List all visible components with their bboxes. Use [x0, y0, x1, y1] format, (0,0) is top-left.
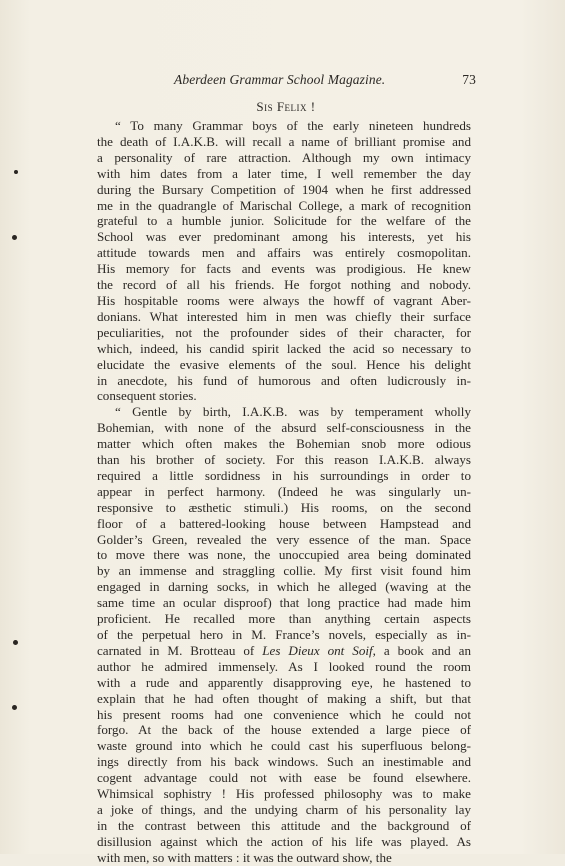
text-line: with him dates from a later time, I well remember the day — [97, 165, 471, 181]
text-line: me in the quadrangle of Marischal College, a mark of recognition — [97, 197, 471, 213]
text-line: during the Bursary Competition of 1904 when he first addressed — [97, 181, 471, 197]
text-line: than his brother of society. For this reason I.A.K.B. always — [97, 452, 471, 468]
text-line: his present rooms had one convenience which he could not — [97, 706, 471, 722]
text-line: in anecdote, his fund of humorous and often ludicrously in- — [97, 372, 471, 388]
text-line: required a little sordidness in his surroundings in order to — [97, 467, 471, 483]
text-line: the death of I.A.K.B. will recall a name of brilliant promise and — [97, 133, 471, 149]
text-line: in the contrast between this attitude and the background of — [97, 817, 471, 833]
running-header — [96, 72, 476, 90]
text-line: Bohemian, with none of the absurd self-consciousness in the — [97, 420, 471, 436]
text-line: ings directly from his back windows. Such an inestimable and — [97, 754, 471, 770]
text-line: a joke of things, and the undying charm of his personality lay — [97, 801, 471, 817]
text-line: the record of all his friends. He forgot nothing and nobody. — [97, 277, 471, 293]
text-line: His hospitable rooms were always the howff of vagrant Aber- — [97, 292, 471, 308]
text-line: same time an ocular disproof) that long practice had made him — [97, 595, 471, 611]
text-line: grateful to a humble junior. Solicitude for the welfare of the — [97, 213, 471, 229]
text-line: matter which often makes the Bohemian snob more odious — [97, 436, 471, 452]
text-line: appear in perfect harmony. (Indeed he was singularly un- — [97, 483, 471, 499]
text-line: attitude towards men and affairs was entirely cosmopolitan. — [97, 245, 471, 261]
text-line: “ Gentle by birth, I.A.K.B. was by temperament wholly — [115, 404, 471, 420]
text-line: which, indeed, his candid spirit lacked the acid so necessary to — [97, 340, 471, 356]
text-line: His memory for facts and events was prodigious. He knew — [97, 261, 471, 277]
text-line: by an immense and straggling collie. My first visit found him — [97, 563, 471, 579]
text-line: Golder’s Green, revealed the very essence of the man. Space — [97, 531, 471, 547]
text-line: author he admired immensely. As I looked round the room — [97, 658, 471, 674]
text-line: with a rude and apparently disapproving eye, he hastened to — [97, 674, 471, 690]
text-line: engaged in darning socks, in which he alleged (waving at the — [97, 579, 471, 595]
text-line: proficient. He recalled more than anything certain aspects — [97, 611, 471, 627]
margin-ink-spot — [14, 170, 18, 174]
text-line: “ To many Grammar boys of the early nineteen hundreds — [115, 118, 471, 133]
text-line: of the perpetual hero in M. France’s novels, especially as in- — [97, 627, 471, 642]
text-line: to move there was none, the unoccupied area being dominated — [97, 547, 471, 563]
margin-ink-spot — [12, 235, 17, 240]
text-line: waste ground into which he could cast his superfluous belong- — [97, 738, 471, 754]
text-line: donians. What interested him in men was chiefly their surface — [97, 308, 471, 324]
margin-ink-spot — [12, 705, 17, 710]
running-title: Aberdeen Grammar School Magazine. — [174, 72, 386, 87]
text-line: floor of a battered-looking house between Hampstead and — [97, 515, 471, 531]
text-line: explain that he had often thought of making a shift, but that — [97, 690, 471, 706]
text-line: disillusion against which the action of his life was played. As — [97, 833, 471, 849]
text-line: consequent stories. — [97, 388, 197, 404]
text-line: with men, so with matters : it was the outward show, the — [97, 849, 392, 865]
text-line: forgo. At the back of the house extended a large piece of — [97, 722, 471, 738]
article-title: Sis Felix ! — [256, 99, 316, 114]
page-number: 73 — [462, 72, 476, 87]
text-line: School was ever predominant among his interests, yet his — [97, 229, 471, 245]
article-body — [97, 118, 471, 866]
text-line: carnated in M. Brotteau of Les Dieux ont Soif, a book and an — [97, 642, 471, 658]
text-line: elucidate the evasive elements of the soul. Hence his delight — [97, 356, 471, 372]
book-title-italic: Les Dieux ont Soif — [262, 642, 373, 658]
text-line: responsive to æsthetic stimuli.) His rooms, on the second — [97, 499, 471, 515]
text-line: peculiarities, not the profounder sides of their character, for — [97, 324, 471, 340]
text-line: Whimsical sophistry ! His professed philosophy was to make — [97, 786, 471, 802]
text-line: cogent advantage could not with ease be found elsewhere. — [97, 770, 471, 786]
margin-ink-spot — [13, 640, 18, 645]
text-line: a personality of rare attraction. Although my own intimacy — [97, 149, 471, 165]
